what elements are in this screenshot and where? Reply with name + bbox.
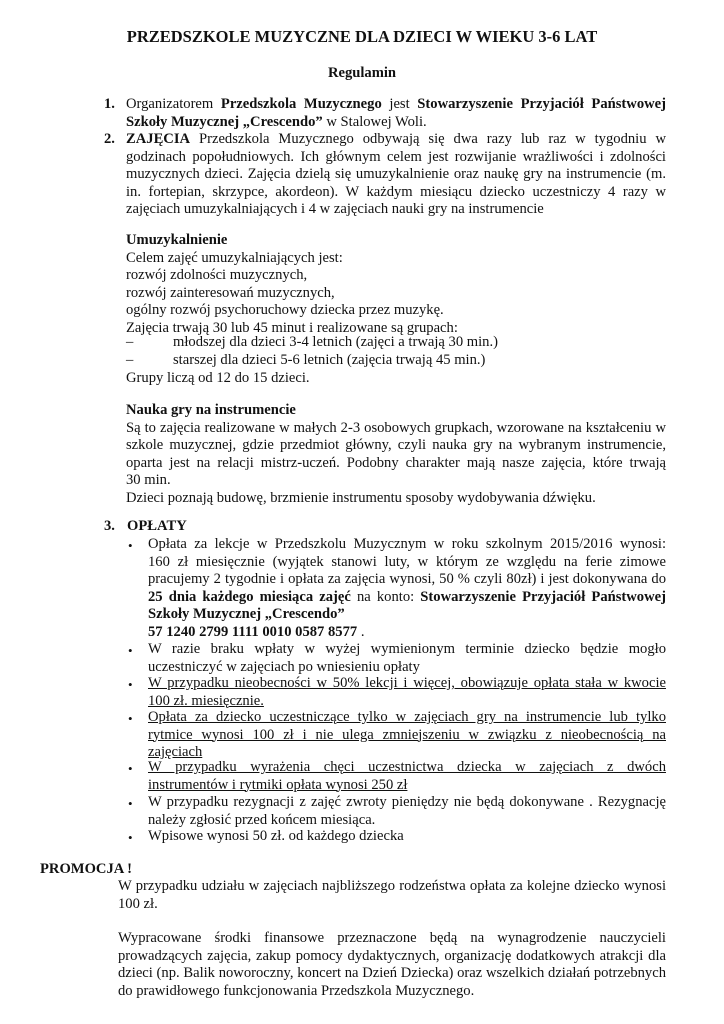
nauka-line-2: szkole muzycznej, gdzie przedmiot główny, czyli nauka gry na wybranym instrumencie, [126, 437, 666, 454]
section-3-number: 3. [104, 518, 115, 534]
oplaty-item-3: W przypadku nieobecności w 50% lekcji i więcej, obowiązuje opłata stała w kwocie 100 zł. miesięcznie. [148, 675, 666, 709]
bullet-icon: • [128, 711, 133, 726]
umuzykalnienie-heading: Umuzykalnienie [126, 232, 228, 248]
bullet-icon: • [128, 796, 133, 811]
section-1-line-1: Organizatorem Przedszkola Muzycznego jest Stowarzyszenie Przyjaciół Państwowej [126, 96, 667, 112]
section-2-line-5: zajęciach umuzykalniających i 4 w zajęciach nauki gry na instrumencie [126, 201, 544, 218]
umuzykalnienie-line: ogólny rozwój psychoruchowy dziecka przez muzykę. [126, 302, 444, 319]
group-size-text: Grupy liczą od 12 do 15 dzieci. [126, 370, 310, 386]
umuzykalnienie-line: Zajęcia trwają 30 lub 45 minut i realizowane są grupach: [126, 319, 458, 336]
oplaty-item-4: Opłata za dziecko uczestniczące tylko w zajęciach gry na instrumencie lub tylko rytmice wynosi 100 zł i nie ulega zmniejszeniu w związku z nieobecnością na zajęciach [148, 709, 666, 761]
section-1-number: 1. [104, 96, 115, 112]
bullet-icon: • [128, 761, 133, 776]
oplaty-item-5: W przypadku wyrażenia chęci uczestnictwa dziecka w zajęciach z dwóch instrumentów i rytmiki opłata wynosi 250 zł [148, 759, 666, 793]
section-2-line-1: ZAJĘCIA Przedszkola Muzycznego odbywają się dwa razy lub raz w tygodniu w [126, 131, 666, 147]
oplaty-item-6: W przypadku rezygnacji z zajęć zwroty pieniędzy nie będą dokonywane . Rezygnację należy zgłosić przed końcem miesiąca. [148, 794, 666, 828]
section-1-line-2: Szkoły Muzycznej „Crescendo” w Stalowej Woli. [126, 113, 427, 130]
funding-paragraph: Wypracowane środki finansowe przeznaczone będą na wynagrodzenie nauczycieli prowadzących zajęcia, zakup pomocy dydaktycznych, organizację dodatkowych atrakcji dla dzieci (np. Balik noworoczny, koncert na Dzień Dziecka) oraz wszelkich działań potrzebnych do prawidłowego funkcjonowania Przedszkola Muzycznego. [118, 930, 666, 999]
section-2-line-4: in. fortepian, skrzypce, akordeon). W każdym miesiącu dziecko uczestniczy 4 razy w [126, 183, 666, 200]
bullet-icon: • [128, 677, 133, 692]
umuzykalnienie-line: Celem zajęć umuzykalniających jest: [126, 249, 343, 266]
group-1-dash: – [126, 334, 134, 350]
regulamin-subtitle: Regulamin [327, 65, 397, 81]
nauka-line-3: oparta jest na relacji mistrz-uczeń. Podobny charakter mają nasze zajęcia, które trwają [126, 454, 666, 471]
bullet-icon: • [128, 830, 133, 845]
oplaty-heading: OPŁATY [127, 518, 187, 534]
umuzykalnienie-section [126, 232, 666, 338]
group-2-text: starszej dla dzieci 5-6 letnich (zajęcia trwają 45 min.) [173, 352, 486, 368]
section-2-line-3: muzycznych dzieci. Zajęcia dzielą się umuzykalnienie oraz naukę gry na instrumencie (m. [126, 166, 666, 183]
page-title: PRZEDSZKOLE MUZYCZNE DLA DZIECI W WIEKU 3-6 LAT [126, 27, 598, 46]
group-2-dash: – [126, 352, 134, 368]
section-2-number: 2. [104, 131, 115, 147]
section-1-text [126, 96, 666, 131]
umuzykalnienie-line: rozwój zainteresowań muzycznych, [126, 284, 335, 301]
nauka-line-1: Są to zajęcia realizowane w małych 2-3 osobowych grupkach, wzorowane na kształceniu w [126, 419, 666, 436]
oplaty-item-7: Wpisowe wynosi 50 zł. od każdego dziecka [148, 828, 404, 844]
umuzykalnienie-line: rozwój zdolności muzycznych, [126, 267, 308, 284]
nauka-heading: Nauka gry na instrumencie [126, 402, 296, 418]
promocja-heading: PROMOCJA ! [40, 861, 133, 877]
oplaty-item-2: W razie braku wpłaty w wyżej wymienionym terminie dziecko będzie mogło uczestniczyć w zajęciach po wniesieniu opłaty [148, 641, 666, 675]
oplaty-item-1: Opłata za lekcje w Przedszkolu Muzycznym w roku szkolnym 2015/2016 wynosi: 160 zł miesięcznie (wyjątek stanowi luty, w którym ze względu na ferie zimowe pracujemy 2 tygodnie i opłata za zajęcia wynosi, 50 % czyli 80zł) i jest dokonywana do 25 dnia każdego miesiąca zajęć na konto: Stowarzyszenie Przyjaciół Państwowej Szkoły Muzycznej „Crescendo” 57 1240 2799 1111 0010 0587 8577 . [148, 536, 666, 640]
bullet-icon: • [128, 643, 133, 658]
bullet-icon: • [128, 538, 133, 553]
section-2-line-2: godzinach popołudniowych. Ich głównym celem jest rozwijanie wrażliwości i zdolności [126, 148, 666, 165]
promocja-text: W przypadku udziału w zajęciach najbliższego rodzeństwa opłata za kolejne dziecko wynosi 100 zł. [118, 878, 666, 912]
nauka-line-4: 30 min. [126, 472, 171, 489]
group-1-text: młodszej dla dzieci 3-4 letnich (zajęci a trwają 30 min.) [173, 334, 498, 350]
nauka-line-5: Dzieci poznają budowę, brzmienie instrumentu sposoby wydobywania dźwięku. [126, 489, 596, 506]
section-2-text [126, 131, 666, 219]
nauka-section [126, 402, 666, 508]
